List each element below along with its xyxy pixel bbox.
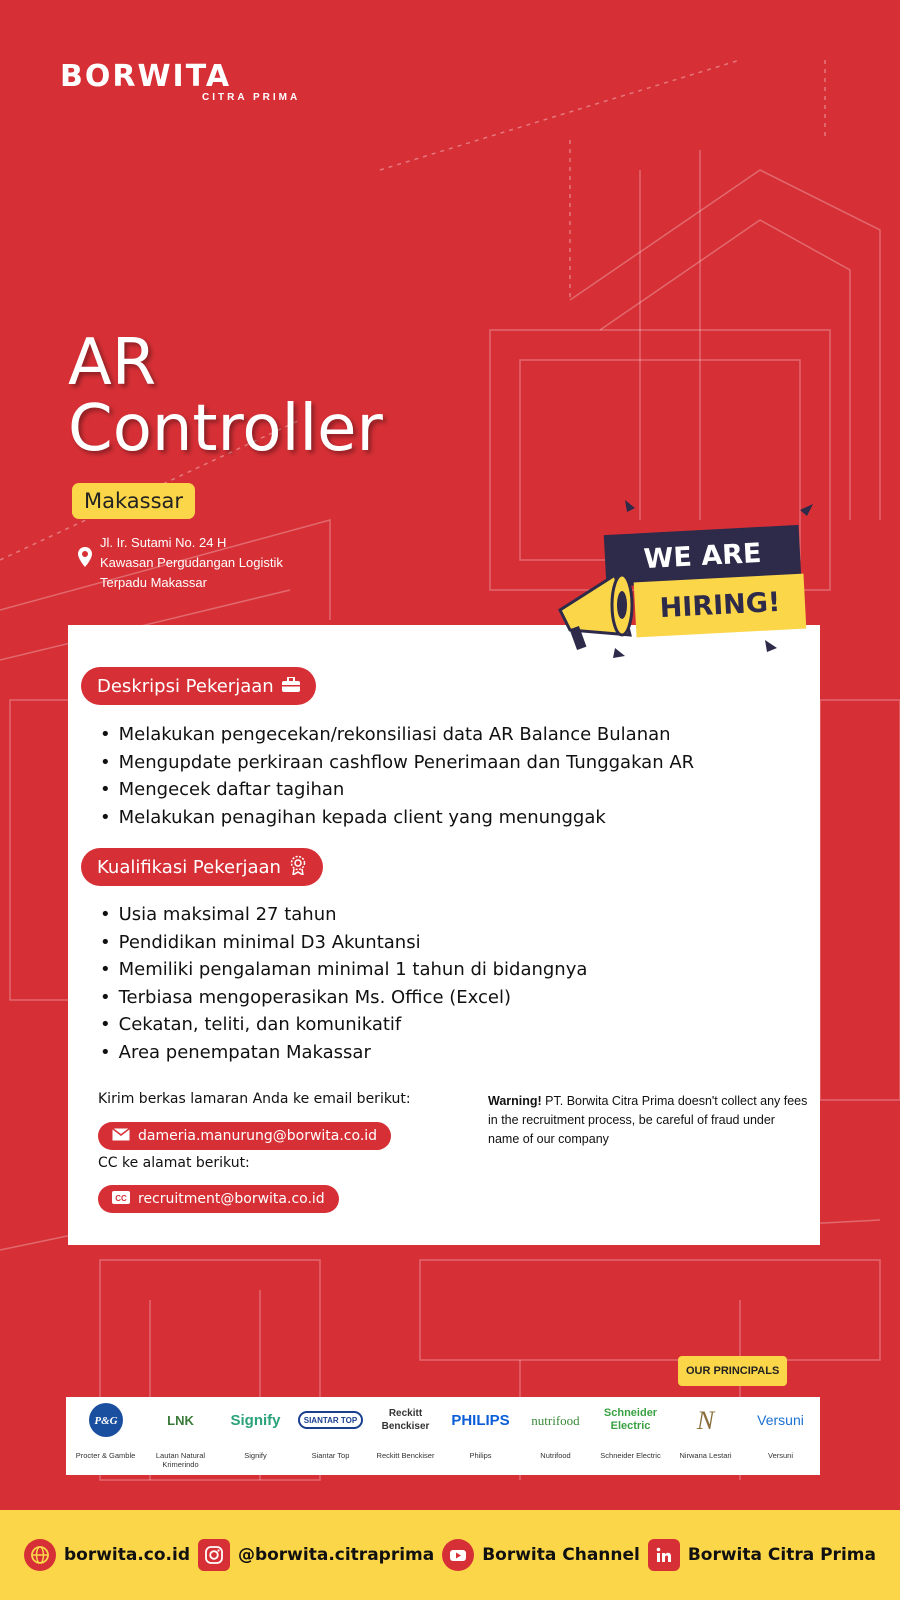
nirwana-logo-mark: N <box>696 1405 715 1435</box>
reckitt-logo-mark: Reckitt Benckiser <box>381 1408 430 1432</box>
cc-instruction: CC ke alamat berikut: <box>98 1155 250 1171</box>
versuni-logo-mark: Versuni <box>757 1411 804 1428</box>
youtube-text: Borwita Channel <box>482 1545 640 1565</box>
qualification-label: Kualifikasi Pekerjaan <box>97 856 281 878</box>
description-heading <box>81 667 316 705</box>
schneider-logo-mark: Schneider Electric <box>603 1407 658 1432</box>
cc-icon <box>112 1191 130 1208</box>
cc-email-address: recruitment@borwita.co.id <box>138 1191 325 1207</box>
instagram-link[interactable] <box>198 1539 434 1571</box>
list-item: • Usia maksimal 27 tahun <box>100 901 587 929</box>
job-title-line2: Controller <box>68 392 383 466</box>
list-item: • Melakukan penagihan kepada client yang menunggak <box>100 804 694 832</box>
we-are-banner: WE ARE <box>604 525 801 587</box>
principal-name: Philips <box>469 1451 492 1460</box>
apply-instruction: Kirim berkas lamaran Anda ke email berikut: <box>98 1091 411 1107</box>
principal-logo <box>519 1401 593 1471</box>
linkedin-text: Borwita Citra Prima <box>687 1545 876 1565</box>
warning-label: Warning! <box>488 1094 542 1108</box>
principal-name: Nirwana Lestari <box>679 1451 732 1460</box>
principal-logo <box>69 1401 143 1471</box>
linkedin-icon <box>648 1539 680 1571</box>
list-item: • Melakukan pengecekan/rekonsiliasi data AR Balance Bulanan <box>100 721 694 749</box>
siantar-top-logo-mark: SIANTAR TOP <box>298 1411 363 1429</box>
principal-logo <box>294 1401 368 1471</box>
megaphone-icon <box>555 555 655 655</box>
fraud-warning <box>488 1092 808 1149</box>
principal-name: Versuni <box>767 1451 794 1460</box>
principal-name: Siantar Top <box>311 1451 350 1460</box>
warning-text: PT. Borwita Citra Prima doesn't collect any fees in the recruitment process, be careful of fraud under name of our company <box>488 1094 808 1146</box>
logo-subtitle: CITRA PRIMA <box>202 92 301 103</box>
address-block <box>78 533 283 593</box>
address-line-3: Terpadu Makassar <box>100 575 207 590</box>
principal-logo <box>744 1401 818 1471</box>
youtube-icon <box>442 1539 474 1571</box>
philips-logo-mark: PHILIPS <box>451 1411 510 1429</box>
email-link[interactable] <box>98 1122 391 1150</box>
city-badge: Makassar <box>72 483 195 519</box>
principal-name: Nutrifood <box>540 1451 571 1460</box>
qualification-list <box>100 901 587 1066</box>
nutrifood-logo-mark: nutrifood <box>531 1412 580 1428</box>
principal-name: Schneider Electric <box>600 1451 661 1460</box>
website-link[interactable] <box>24 1539 190 1571</box>
description-label: Deskripsi Pekerjaan <box>97 675 274 697</box>
description-list <box>100 721 694 831</box>
linkedin-link[interactable] <box>648 1539 876 1571</box>
principal-name: Reckitt Benckiser <box>376 1451 435 1460</box>
youtube-link[interactable] <box>442 1539 640 1571</box>
list-item: • Memiliki pengalaman minimal 1 tahun di bidangnya <box>100 956 587 984</box>
company-logo <box>60 59 301 103</box>
principal-name: Signify <box>244 1451 267 1460</box>
award-icon <box>289 855 307 880</box>
principals-logos <box>66 1397 820 1475</box>
footer-contacts <box>0 1510 900 1600</box>
principal-name: Procter & Gamble <box>75 1451 136 1460</box>
list-item: • Pendidikan minimal D3 Akuntansi <box>100 929 587 957</box>
job-title-line1: AR <box>68 326 157 400</box>
principal-logo <box>219 1401 293 1471</box>
principal-logo <box>369 1401 443 1471</box>
cc-email-link[interactable] <box>98 1185 339 1213</box>
svg-text:CC: CC <box>115 1193 127 1203</box>
principal-logo <box>144 1401 218 1471</box>
principals-badge: OUR PRINCIPALS <box>678 1356 787 1386</box>
address-line-2: Kawasan Pergudangan Logistik <box>100 555 283 570</box>
job-details-card <box>68 625 820 1245</box>
email-address: dameria.manurung@borwita.co.id <box>138 1128 378 1144</box>
briefcase-icon <box>282 676 300 697</box>
instagram-icon <box>198 1539 230 1571</box>
instagram-text: @borwita.citraprima <box>237 1545 435 1565</box>
mail-icon <box>112 1128 130 1145</box>
hiring-banner: HIRING! <box>634 574 807 638</box>
principal-logo <box>669 1401 743 1471</box>
hiring-sticker <box>555 500 825 670</box>
qualification-heading <box>81 848 323 886</box>
pg-logo-mark <box>88 1401 124 1439</box>
list-item: • Area penempatan Makassar <box>100 1039 587 1067</box>
principal-name: Lautan Natural Krimerindo <box>155 1451 206 1469</box>
address-line-1: Jl. Ir. Sutami No. 24 H <box>100 535 227 550</box>
list-item: • Cekatan, teliti, dan komunikatif <box>100 1011 587 1039</box>
signify-logo-mark: Signify <box>230 1411 281 1429</box>
svg-text:P&G: P&G <box>93 1415 118 1427</box>
website-text: borwita.co.id <box>63 1545 190 1565</box>
principal-logo <box>444 1401 518 1471</box>
list-item: • Terbiasa mengoperasikan Ms. Office (Excel) <box>100 984 587 1012</box>
location-pin-icon <box>78 547 92 593</box>
globe-icon <box>24 1539 56 1571</box>
job-title <box>68 326 383 466</box>
list-item: • Mengecek daftar tagihan <box>100 776 694 804</box>
logo-brand: BORWITA <box>60 59 232 94</box>
principal-logo <box>594 1401 668 1471</box>
list-item: • Mengupdate perkiraan cashflow Penerimaan dan Tunggakan AR <box>100 749 694 777</box>
lnk-logo-mark: LNK <box>167 1412 194 1428</box>
